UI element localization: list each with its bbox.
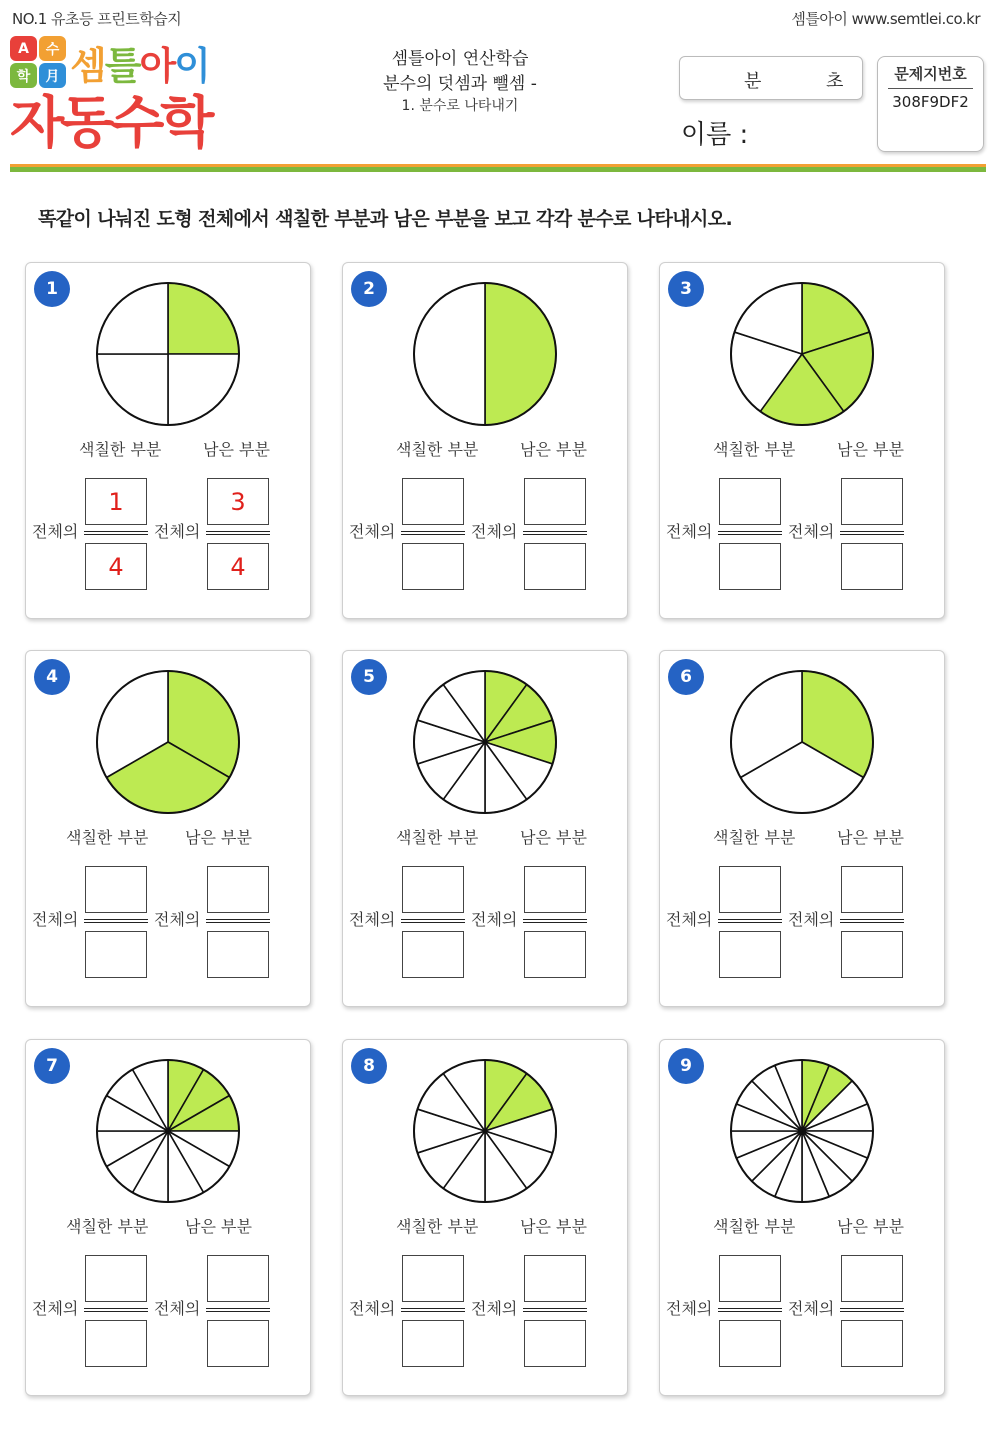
name-label: 이름 : — [681, 120, 749, 150]
fraction-bar — [84, 919, 148, 923]
header-rule — [10, 167, 986, 172]
shaded-denominator-box[interactable] — [402, 543, 464, 590]
whole-of-label: 전체의 — [471, 910, 518, 929]
problem-number-badge: 4 — [34, 659, 70, 695]
problem-card — [25, 1039, 311, 1396]
remaining-numerator-box[interactable] — [207, 1255, 269, 1302]
remaining-numerator-box[interactable] — [524, 478, 586, 525]
fraction-pie — [729, 1058, 875, 1204]
remaining-part-label: 남은 부분 — [185, 1217, 252, 1236]
shaded-numerator-box[interactable] — [402, 478, 464, 525]
fraction-pie — [729, 281, 875, 427]
shaded-part-label: 색칠한 부분 — [66, 1217, 149, 1236]
worksheet-code-label: 문제지번호 — [894, 65, 967, 83]
shaded-numerator-box[interactable] — [719, 478, 781, 525]
remaining-denominator-box[interactable] — [841, 931, 903, 978]
shaded-part-label: 색칠한 부분 — [396, 828, 479, 847]
remaining-numerator-box[interactable] — [841, 1255, 903, 1302]
whole-of-label: 전체의 — [349, 1299, 396, 1318]
shaded-part-label: 색칠한 부분 — [713, 828, 796, 847]
problem-number-badge: 3 — [668, 271, 704, 307]
whole-of-label: 전체의 — [471, 522, 518, 541]
fraction-bar — [718, 1308, 782, 1312]
whole-of-label: 전체의 — [349, 910, 396, 929]
remaining-part-label: 남은 부분 — [837, 440, 904, 459]
fraction-bar — [206, 531, 270, 535]
problem-card — [342, 262, 628, 619]
whole-of-label: 전체의 — [666, 1299, 713, 1318]
fraction-bar — [206, 919, 270, 923]
shaded-denominator-box[interactable] — [402, 931, 464, 978]
fraction-pie — [412, 669, 558, 815]
problem-card — [659, 262, 945, 619]
remaining-denominator-box[interactable] — [524, 931, 586, 978]
whole-of-label: 전체의 — [349, 522, 396, 541]
pie-slice-shaded — [485, 283, 556, 425]
fraction-bar — [718, 919, 782, 923]
title-main: 셈틀아이 연산학습 — [391, 49, 529, 69]
time-seconds-label: 초 — [826, 71, 844, 92]
title-topic: 분수의 덧셈과 뺄셈 - — [383, 74, 537, 94]
logo-emblem-tile: 수 — [39, 36, 66, 61]
remaining-part-label: 남은 부분 — [520, 828, 587, 847]
remaining-part-label: 남은 부분 — [520, 440, 587, 459]
time-box[interactable] — [679, 56, 863, 100]
shaded-numerator-box[interactable] — [402, 866, 464, 913]
shaded-denominator-box[interactable] — [85, 1320, 147, 1367]
logo-char: 틀 — [104, 43, 140, 88]
remaining-denominator-box[interactable] — [841, 1320, 903, 1367]
worksheet-code-box — [877, 56, 984, 152]
remaining-denominator-box[interactable]: 4 — [207, 543, 269, 590]
shaded-part-label: 색칠한 부분 — [396, 1217, 479, 1236]
title-block — [330, 46, 590, 116]
shaded-denominator-box[interactable] — [85, 931, 147, 978]
problem-number-badge: 9 — [668, 1048, 704, 1084]
shaded-numerator-box[interactable] — [719, 1255, 781, 1302]
shaded-part-label: 색칠한 부분 — [713, 1217, 796, 1236]
remaining-numerator-box[interactable] — [524, 1255, 586, 1302]
shaded-denominator-box[interactable] — [719, 543, 781, 590]
fraction-bar — [840, 919, 904, 923]
logo-emblem-tile: 月 — [39, 63, 66, 88]
shaded-part-label: 색칠한 부분 — [66, 828, 149, 847]
whole-of-label: 전체의 — [32, 1299, 79, 1318]
problem-card — [25, 262, 311, 619]
divider — [888, 88, 973, 89]
whole-of-label: 전체의 — [154, 910, 201, 929]
logo-char: 이 — [174, 43, 209, 88]
remaining-part-label: 남은 부분 — [520, 1217, 587, 1236]
remaining-numerator-box[interactable]: 3 — [207, 478, 269, 525]
fraction-bar — [84, 531, 148, 535]
remaining-numerator-box[interactable] — [841, 478, 903, 525]
logo-emblem-tile: 학 — [10, 63, 37, 88]
fraction-bar — [523, 1308, 587, 1312]
remaining-part-label: 남은 부분 — [837, 828, 904, 847]
shaded-numerator-box[interactable] — [719, 866, 781, 913]
logo-top — [10, 34, 209, 90]
remaining-part-label: 남은 부분 — [203, 440, 270, 459]
shaded-denominator-box[interactable] — [719, 1320, 781, 1367]
shaded-numerator-box[interactable] — [85, 866, 147, 913]
logo-emblem — [10, 36, 66, 88]
remaining-denominator-box[interactable] — [524, 1320, 586, 1367]
problem-card — [659, 1039, 945, 1396]
problem-card — [25, 650, 311, 1007]
whole-of-label: 전체의 — [666, 910, 713, 929]
fraction-bar — [206, 1308, 270, 1312]
problem-card — [342, 650, 628, 1007]
fraction-bar — [523, 919, 587, 923]
remaining-numerator-box[interactable] — [524, 866, 586, 913]
remaining-numerator-box[interactable] — [841, 866, 903, 913]
shaded-numerator-box[interactable]: 1 — [85, 478, 147, 525]
logo-char: 셈 — [70, 43, 105, 88]
whole-of-label: 전체의 — [666, 522, 713, 541]
whole-of-label: 전체의 — [154, 1299, 201, 1318]
remaining-denominator-box[interactable] — [841, 543, 903, 590]
fraction-bar — [401, 1308, 465, 1312]
shaded-part-label: 색칠한 부분 — [396, 440, 479, 459]
shaded-numerator-box[interactable] — [402, 1255, 464, 1302]
remaining-denominator-box[interactable] — [207, 1320, 269, 1367]
problem-number-badge: 5 — [351, 659, 387, 695]
shaded-numerator-box[interactable] — [85, 1255, 147, 1302]
problem-number-badge: 8 — [351, 1048, 387, 1084]
fraction-pie — [95, 281, 241, 427]
fraction-pie — [95, 669, 241, 815]
shaded-denominator-box[interactable] — [719, 931, 781, 978]
fraction-pie — [412, 281, 558, 427]
whole-of-label: 전체의 — [788, 1299, 835, 1318]
whole-of-label: 전체의 — [788, 522, 835, 541]
logo — [10, 34, 225, 162]
whole-of-label: 전체의 — [32, 522, 79, 541]
worksheet-code-value: 308F9DF2 — [892, 93, 969, 111]
whole-of-label: 전체의 — [788, 910, 835, 929]
whole-of-label: 전체의 — [471, 1299, 518, 1318]
shaded-part-label: 색칠한 부분 — [713, 440, 796, 459]
shaded-part-label: 색칠한 부분 — [79, 440, 162, 459]
tagline: NO.1 유초등 프린트학습지 — [12, 10, 182, 28]
fraction-pie — [412, 1058, 558, 1204]
title-subtopic: 1. 분수로 나타내기 — [401, 98, 519, 114]
fraction-pie — [95, 1058, 241, 1204]
logo-char: 아 — [139, 43, 175, 88]
remaining-denominator-box[interactable] — [524, 543, 586, 590]
problem-number-badge: 6 — [668, 659, 704, 695]
remaining-denominator-box[interactable] — [207, 931, 269, 978]
problem-number-badge: 1 — [34, 271, 70, 307]
logo-top-text — [70, 35, 209, 90]
remaining-part-label: 남은 부분 — [185, 828, 252, 847]
pie-slice-empty — [414, 283, 485, 425]
problem-card — [342, 1039, 628, 1396]
whole-of-label: 전체의 — [32, 910, 79, 929]
problem-number-badge: 7 — [34, 1048, 70, 1084]
remaining-part-label: 남은 부분 — [837, 1217, 904, 1236]
instruction: 똑같이 나눠진 도형 전체에서 색칠한 부분과 남은 부분을 보고 각각 분수로 나타내시오. — [38, 208, 733, 230]
whole-of-label: 전체의 — [154, 522, 201, 541]
fraction-bar — [840, 1308, 904, 1312]
time-minutes-label: 분 — [744, 71, 762, 92]
logo-emblem-tile: A — [10, 36, 37, 61]
shaded-denominator-box[interactable] — [402, 1320, 464, 1367]
website: 셈틀아이 www.semtlei.co.kr — [791, 10, 980, 28]
fraction-bar — [401, 531, 465, 535]
remaining-numerator-box[interactable] — [207, 866, 269, 913]
fraction-bar — [84, 1308, 148, 1312]
logo-bottom-text: 자동수학 — [10, 91, 211, 156]
fraction-bar — [523, 531, 587, 535]
fraction-bar — [718, 531, 782, 535]
fraction-bar — [401, 919, 465, 923]
fraction-bar — [840, 531, 904, 535]
fraction-pie — [729, 669, 875, 815]
shaded-denominator-box[interactable]: 4 — [85, 543, 147, 590]
problem-number-badge: 2 — [351, 271, 387, 307]
problem-card — [659, 650, 945, 1007]
